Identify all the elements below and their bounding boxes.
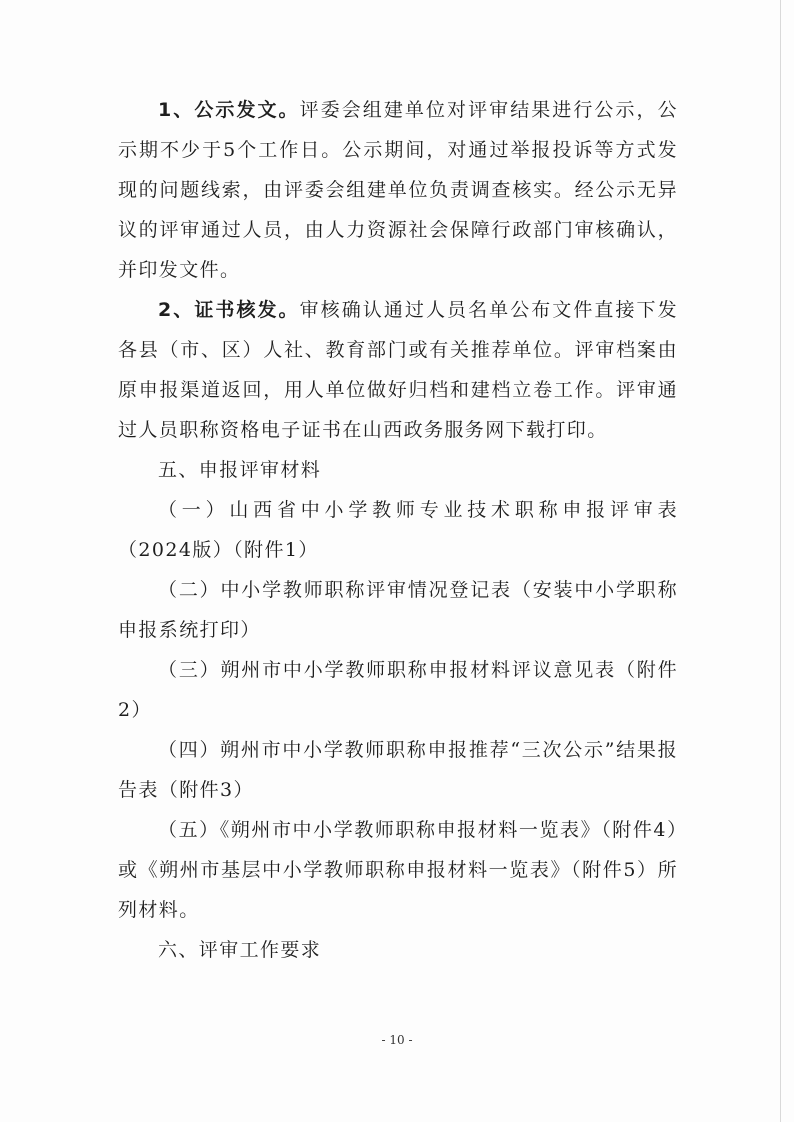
- materials-list-item: （五）《朔州市中小学教师职称申报材料一览表》（附件4）或《朔州市基层中小学教师职称申报材料一览表》（附件5）所列材料。: [118, 819, 678, 921]
- scan-edge-mark: [780, 0, 781, 1122]
- page-number: - 10 -: [381, 1033, 413, 1047]
- document-body: [118, 90, 678, 970]
- materials-list-item: （一）山西省中小学教师专业技术职称申报评审表（2024版）（附件1）: [118, 499, 678, 561]
- requirements-section-heading: 六、评审工作要求: [158, 939, 322, 961]
- certificate-issuance-lead: 2、证书核发。: [158, 299, 300, 321]
- certificate-issuance-paragraph: [118, 290, 678, 450]
- materials-list-item: （二）中小学教师职称评审情况登记表（安装中小学职称申报系统打印）: [118, 579, 678, 641]
- approval-publication-text: 评委会组建单位对评审结果进行公示，公示期不少于5个工作日。公示期间，对通过举报投诉等方式发现的问题线索，由评委会组建单位负责调查核实。经公示无异议的评审通过人员，由人力资源社会保障行政部门审核确认，并印发文件。: [118, 99, 678, 281]
- approval-publication-paragraph: [118, 90, 678, 290]
- certificate-issuance-text: 审核确认通过人员名单公布文件直接下发各县（市、区）人社、教育部门或有关推荐单位。评审档案由原申报渠道返回，用人单位做好归档和建档立卷工作。评审通过人员职称资格电子证书在山西政务服务网下载打印。: [118, 299, 678, 441]
- materials-section-heading: 五、申报评审材料: [158, 459, 322, 481]
- materials-list-item: （三）朔州市中小学教师职称申报材料评议意见表（附件2）: [118, 659, 678, 721]
- approval-publication-lead: 1、公示发文。: [158, 99, 300, 121]
- materials-list-item: （四）朔州市中小学教师职称申报推荐“三次公示”结果报告表（附件3）: [118, 739, 678, 801]
